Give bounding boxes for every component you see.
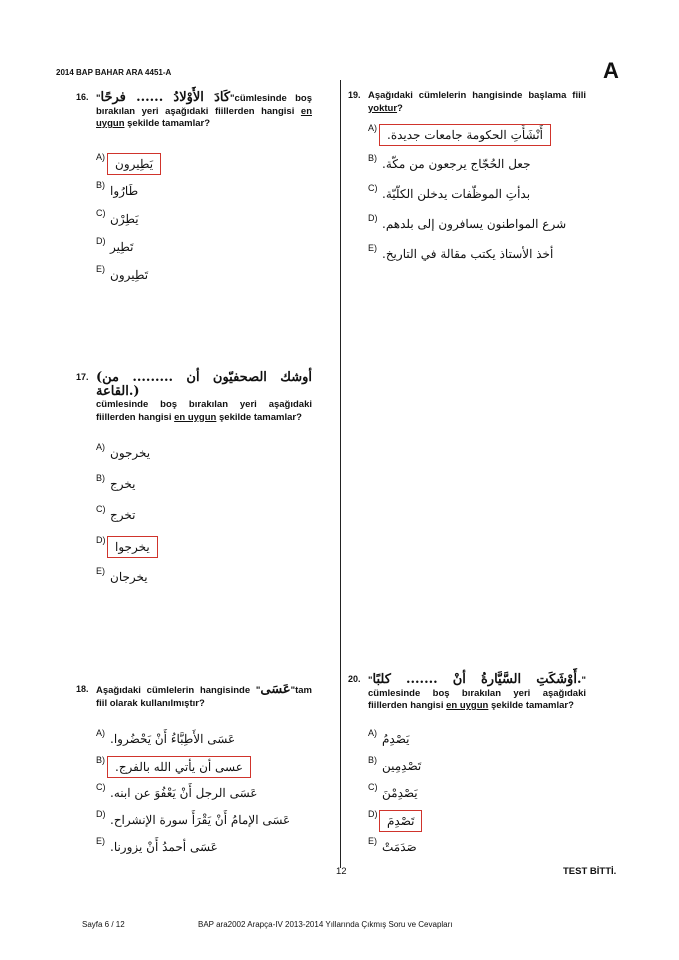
question-19 xyxy=(348,90,586,270)
option-text: أَنْشَأَتِ الحكومة جامعات جديدة. xyxy=(382,127,548,143)
question-number: 16. xyxy=(76,92,89,102)
option-text: طَارُوا xyxy=(110,184,139,198)
option-text: عَسَى الأَطِبَّاءُ أَنْ يَحْضُروا. xyxy=(110,732,236,746)
test-end-label: TEST BİTTİ. xyxy=(563,866,617,877)
option-label: B) xyxy=(96,180,105,190)
option-text: يَطِيرون xyxy=(110,156,158,172)
option-label: C) xyxy=(96,782,106,792)
option-label: C) xyxy=(96,504,106,514)
option-label: C) xyxy=(96,208,106,218)
question-number: 18. xyxy=(76,684,89,694)
option-text: أخذ الأستاذ يكتب مقالة في التاريخ. xyxy=(382,247,554,261)
option-text: يخرجون xyxy=(110,446,151,460)
option-label: A) xyxy=(368,728,377,738)
option-label: D) xyxy=(96,809,106,819)
booklet-letter: A xyxy=(603,58,619,83)
option-label: E) xyxy=(96,566,105,576)
footer-page: Sayfa 6 / 12 xyxy=(82,920,125,929)
column-divider xyxy=(340,80,341,868)
option-text: تخرج xyxy=(110,508,136,522)
question-18 xyxy=(76,682,312,864)
question-16 xyxy=(76,90,312,282)
option-label: C) xyxy=(368,183,378,193)
option-text: صَدَمَتْ xyxy=(382,840,417,854)
option-label: E) xyxy=(96,836,105,846)
option-text: تَصْدِمِين xyxy=(382,759,422,773)
option-text: يخرجان xyxy=(110,570,148,584)
question-number: 20. xyxy=(348,674,361,684)
option-label: D) xyxy=(368,213,378,223)
option-label: A) xyxy=(96,152,105,162)
option-label: B) xyxy=(368,755,377,765)
question-number: 19. xyxy=(348,90,361,100)
option-label: E) xyxy=(96,264,105,274)
option-text: يَصْدِمْنَ xyxy=(382,786,418,800)
footer-title: BAP ara2002 Arapça-IV 2013-2014 Yıllarında Çıkmış Soru ve Cevapları xyxy=(198,920,453,929)
exam-code: 2014 BAP BAHAR ARA 4451-A xyxy=(56,68,172,77)
option-text: تَصْدِمَ xyxy=(382,813,419,829)
option-label: A) xyxy=(368,123,377,133)
option-label: B) xyxy=(96,473,105,483)
option-label: E) xyxy=(368,243,377,253)
option-label: C) xyxy=(368,782,378,792)
option-label: D) xyxy=(368,809,378,819)
option-label: D) xyxy=(96,535,106,545)
option-label: E) xyxy=(368,836,377,846)
question-number: 17. xyxy=(76,372,89,382)
option-text: عسى أن يأتي الله بالفرج. xyxy=(110,759,248,775)
page-number: 12 xyxy=(336,866,347,877)
option-text: يخرج xyxy=(110,477,136,491)
question-stem: "كَادَ الأَوْلادُ ...... فرحًا"cümlesinde boş bırakılan yeri aşağıdaki fiillerden hangisi en uygun şekilde tamamlar? xyxy=(96,90,312,129)
option-text: شرع المواطنون يسافرون إلى بلدهم. xyxy=(382,217,567,231)
option-text: يخرجوا xyxy=(110,539,155,555)
question-20 xyxy=(348,672,586,864)
option-label: A) xyxy=(96,442,105,452)
option-label: B) xyxy=(96,755,105,765)
option-text: عَسَى الإمامُ أَنْ يَقْرَأَ سورة الإنشراح. xyxy=(110,813,291,827)
question-stem: Aşağıdaki cümlelerin hangisinde başlama fiili yoktur? xyxy=(368,90,586,114)
option-text: عَسَى الرجل أَنْ يَعْفُوَ عن ابنه. xyxy=(110,786,258,800)
option-text: تَطِير xyxy=(110,240,134,254)
question-stem: Aşağıdaki cümlelerin hangisinde "عَسَى"tam fiil olarak kullanılmıştır? xyxy=(96,682,312,709)
option-text: عَسَى أحمدُ أَنْ يزورنا. xyxy=(110,840,218,854)
option-text: يَطِرْن xyxy=(110,212,139,226)
option-label: A) xyxy=(96,728,105,738)
question-stem: (أوشك الصحفيّون أن ......... من القاعة.) cümlesinde boş bırakılan yeri aşağıdaki fiillerden hangisi en uygun şekilde tamamlar? xyxy=(96,370,312,423)
option-text: يَصْدِمُ xyxy=(382,732,410,746)
option-label: D) xyxy=(96,236,106,246)
question-17 xyxy=(76,370,312,592)
option-text: تَطِيرون xyxy=(110,268,149,282)
option-text: بدأتِ الموظّفات يدخلن الكلّيّة. xyxy=(382,187,531,201)
option-label: B) xyxy=(368,153,377,163)
question-stem: "أَوْشَكَتِ السَّيَّارةُ أنْ ....... كلبًا." cümlesinde boş bırakılan yeri aşağıdaki fiillerden hangisi en uygun şekilde tamamlar? xyxy=(368,672,586,711)
option-text: جعل الحُجّاج يرجعون من مكّة. xyxy=(382,157,531,171)
